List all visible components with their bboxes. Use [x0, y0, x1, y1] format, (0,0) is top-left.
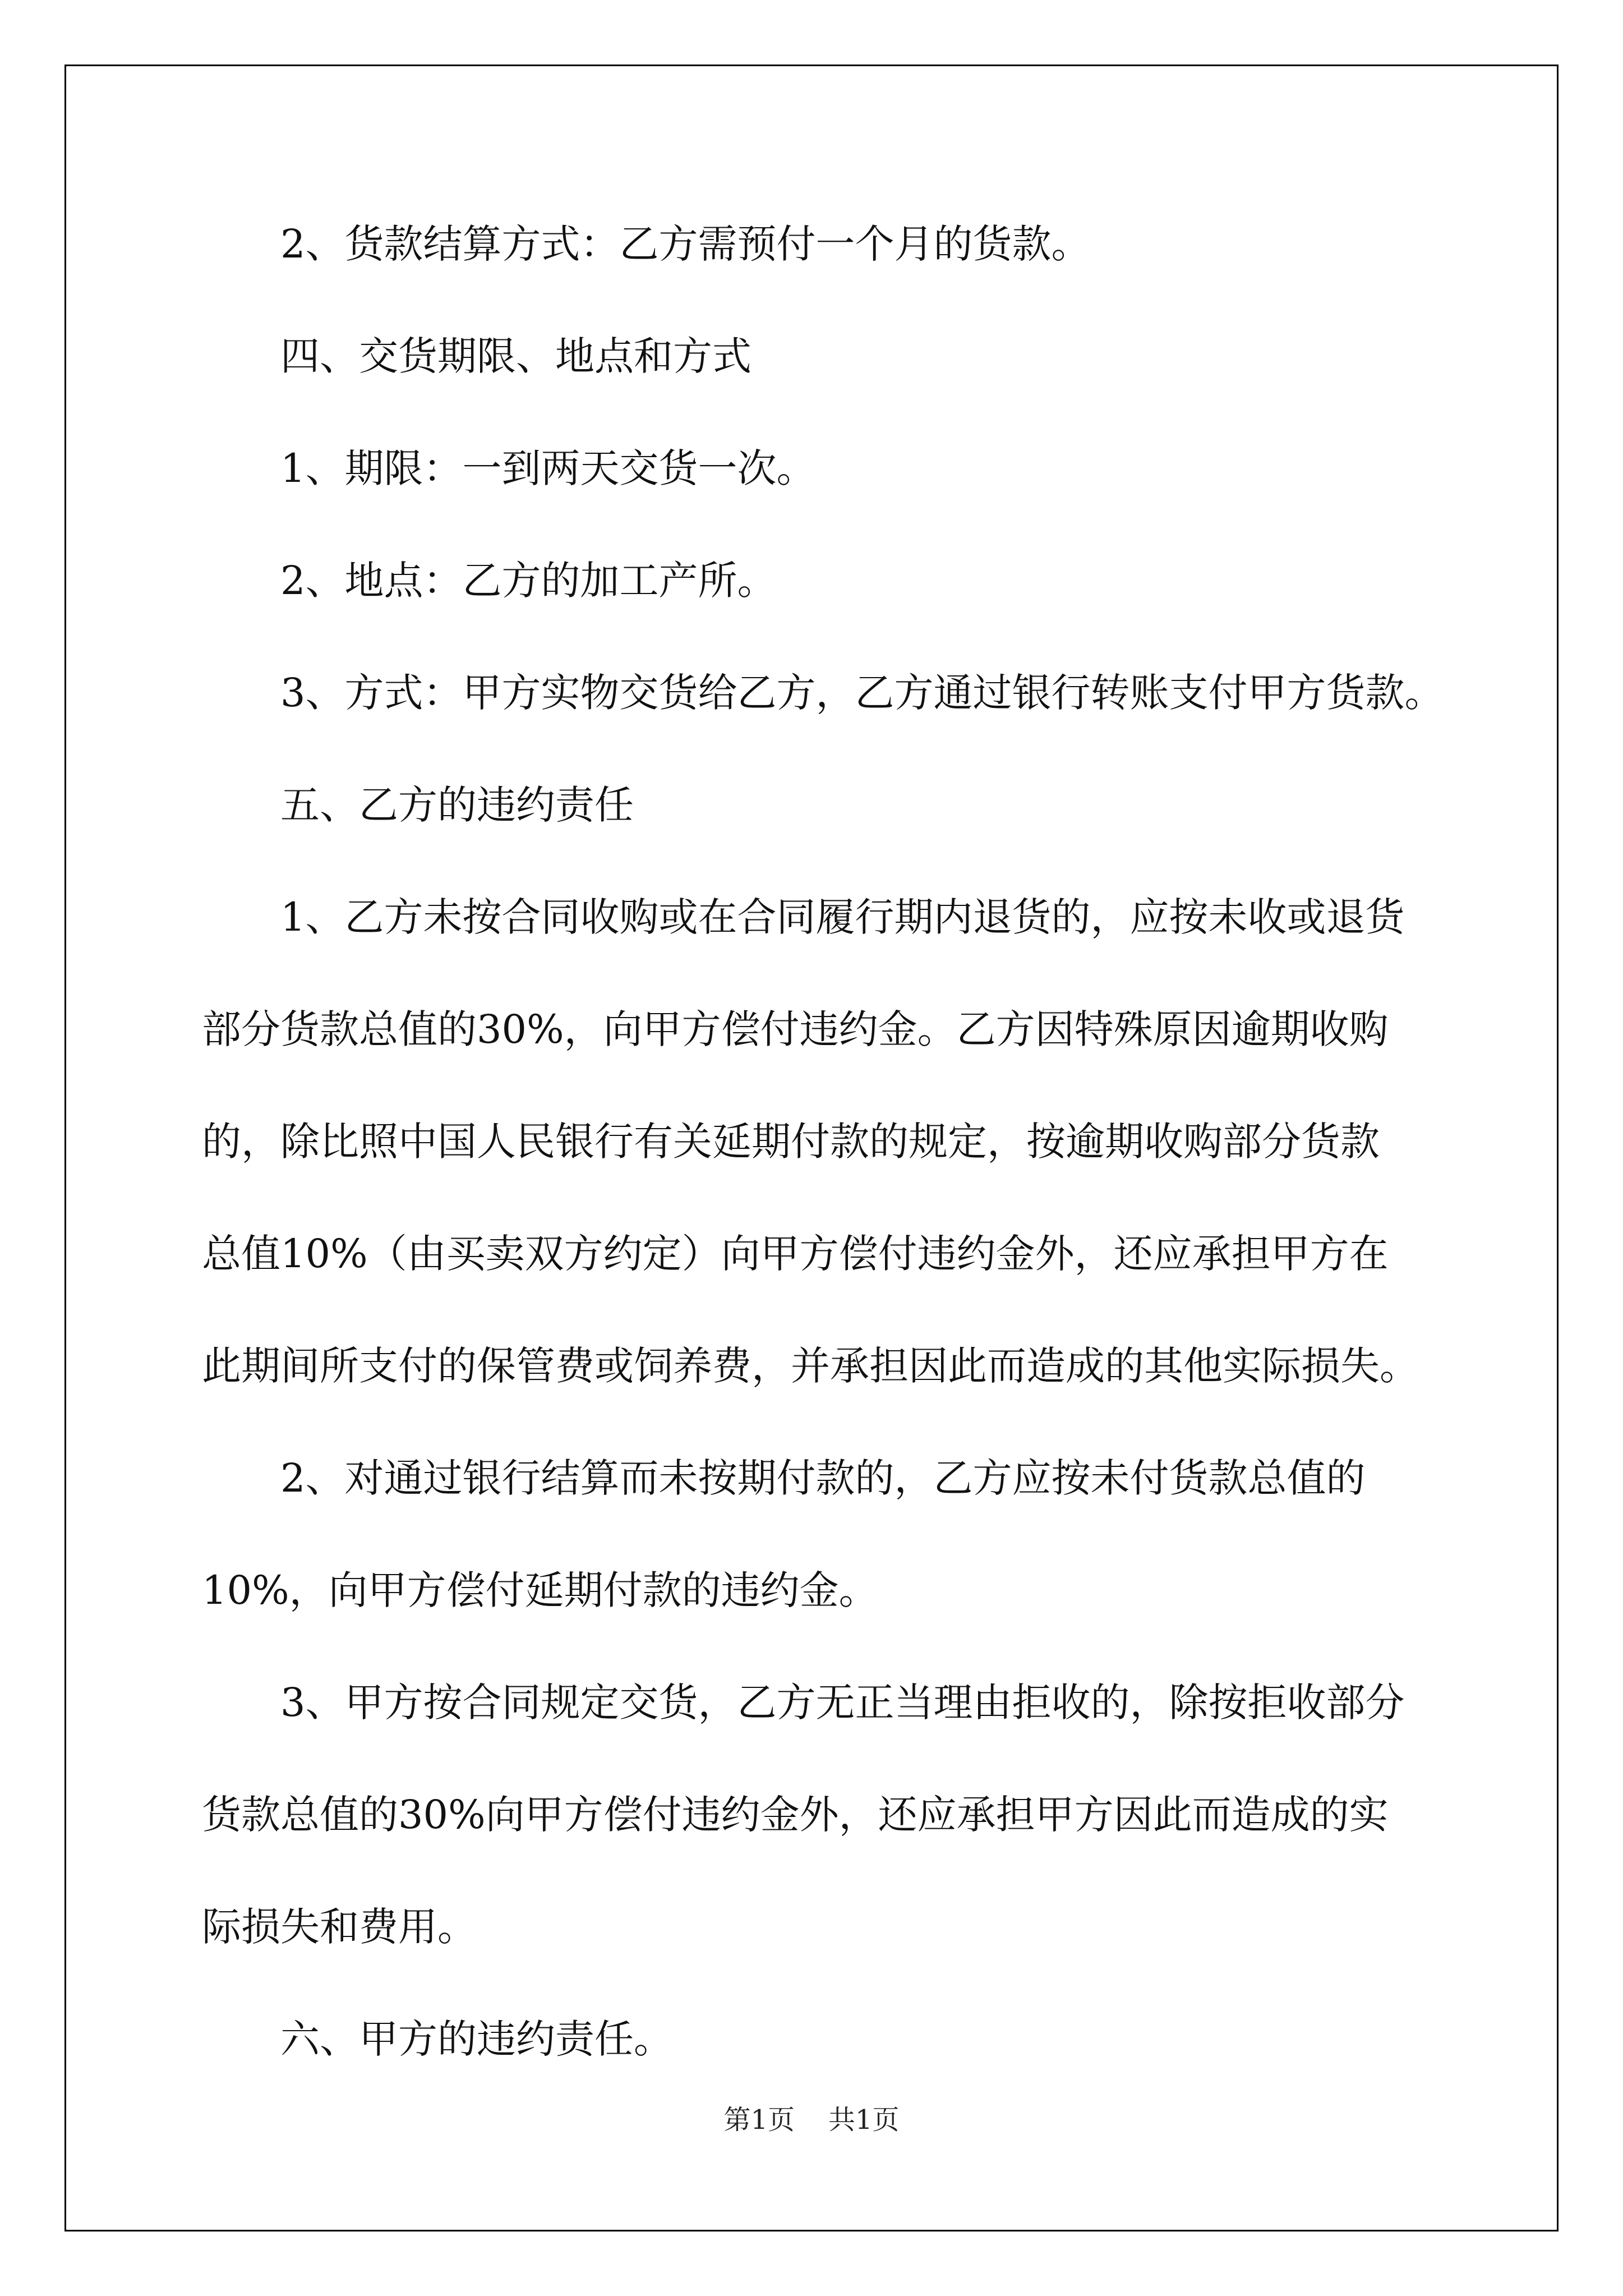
page-number: 第1页 [723, 2104, 795, 2136]
section-heading: 六、甲方的违约责任。 [280, 2016, 673, 2062]
page-footer [0, 2098, 1623, 2137]
paragraph-line: 际损失和费用。 [202, 1904, 477, 1950]
paragraph-line: 3、方式：甲方实物交货给乙方，乙方通过银行转账支付甲方货款。 [280, 670, 1444, 716]
paragraph-line: 的，除比照中国人民银行有关延期付款的规定，按逾期收购部分货款 [202, 1119, 1380, 1165]
paragraph-line: 此期间所支付的保管费或饲养费，并承担因此而造成的其他实际损失。 [202, 1343, 1419, 1389]
page-total: 共1页 [828, 2104, 900, 2136]
paragraph-line: 10%，向甲方偿付延期付款的违约金。 [202, 1567, 878, 1613]
paragraph-line: 货款总值的30%向甲方偿付违约金外，还应承担甲方因此而造成的实 [202, 1792, 1389, 1838]
paragraph-line: 2、对通过银行结算而未按期付款的，乙方应按未付货款总值的 [280, 1455, 1366, 1501]
paragraph-line: 3、甲方按合同规定交货，乙方无正当理由拒收的，除按拒收部分 [280, 1680, 1405, 1726]
section-heading: 四、交货期限、地点和方式 [280, 333, 751, 379]
paragraph-line: 1、期限：一到两天交货一次。 [280, 445, 816, 491]
paragraph-line: 2、货款结算方式：乙方需预付一个月的货款。 [280, 221, 1091, 267]
paragraph-line: 2、地点：乙方的加工产所。 [280, 558, 777, 604]
paragraph-line: 部分货款总值的30%，向甲方偿付违约金。乙方因特殊原因逾期收购 [202, 1006, 1389, 1052]
paragraph-line: 总值10%（由买卖双方约定）向甲方偿付违约金外，还应承担甲方在 [202, 1231, 1389, 1277]
section-heading: 五、乙方的违约责任 [280, 782, 634, 828]
paragraph-line: 1、乙方未按合同收购或在合同履行期内退货的，应按未收或退货 [280, 894, 1405, 940]
